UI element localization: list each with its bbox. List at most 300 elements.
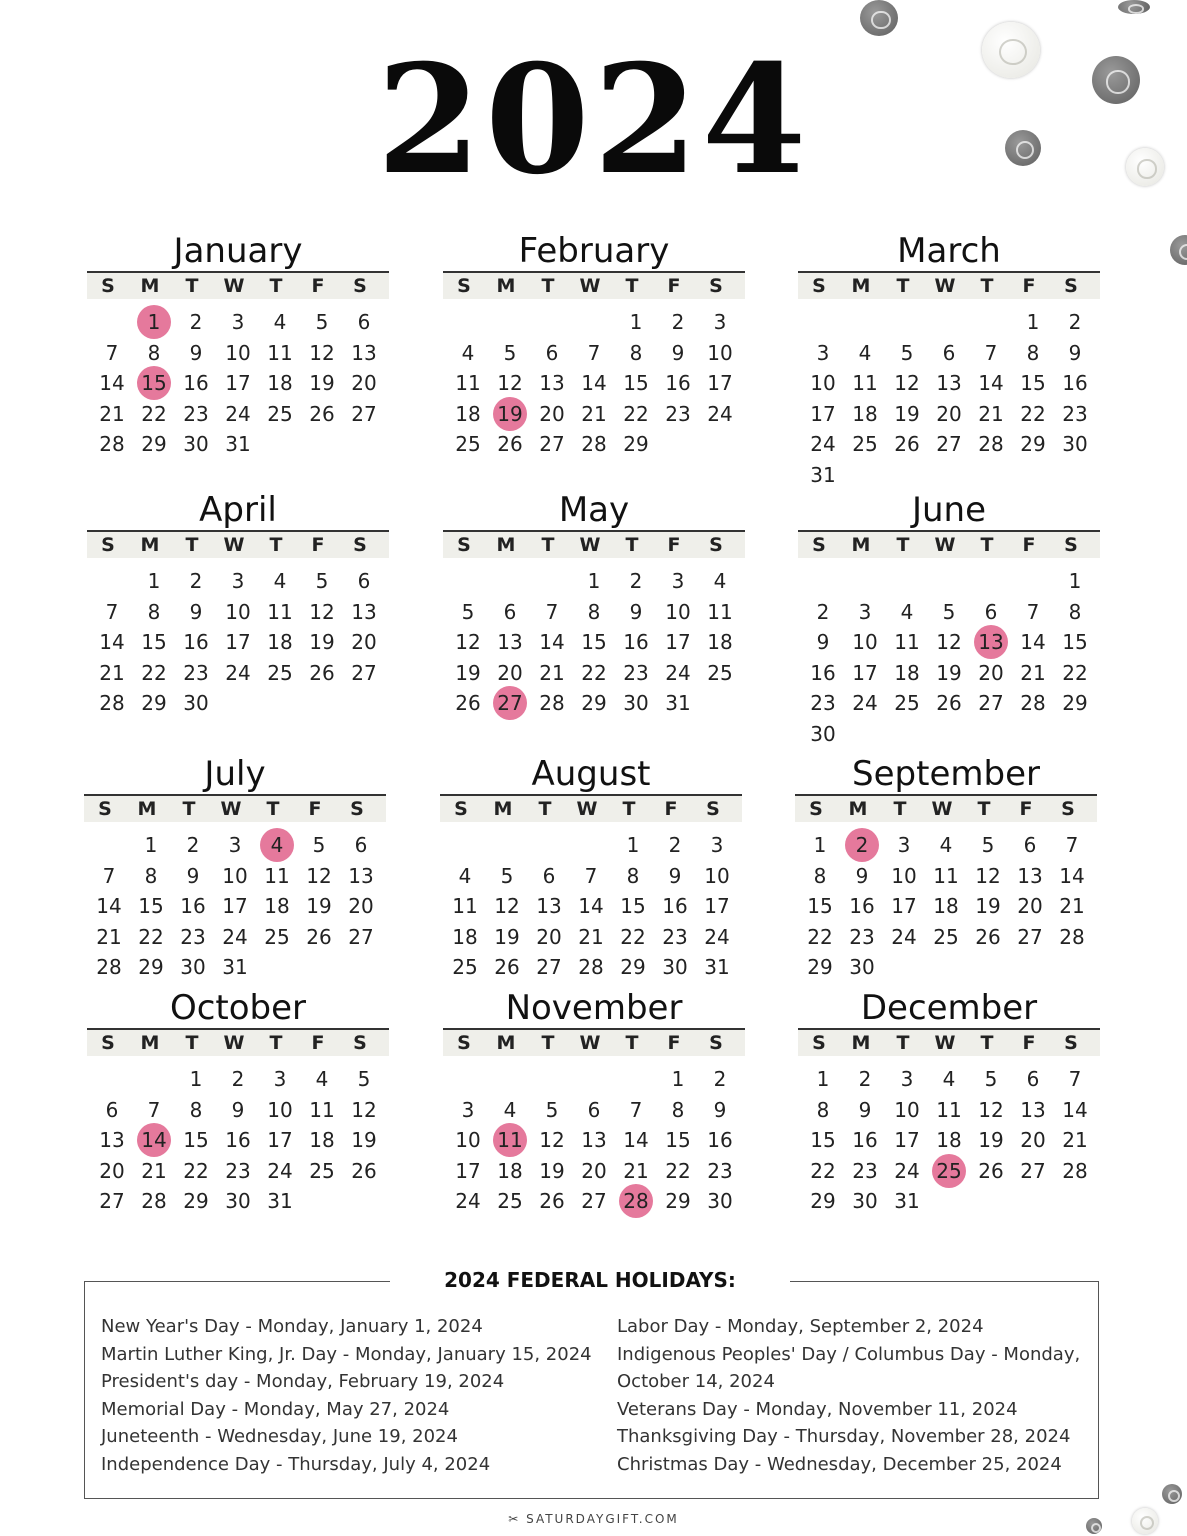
weekday-label: S: [101, 1032, 115, 1054]
day-grid: [447, 307, 745, 460]
calendar-day: 10: [891, 863, 917, 888]
calendar-day: 16: [849, 894, 875, 918]
calendar-day: 30: [225, 1189, 251, 1213]
calendar-day: 20: [497, 660, 523, 685]
weekday-label: S: [1064, 275, 1078, 297]
calendar-day: 7: [984, 340, 998, 365]
calendar-day: 22: [1062, 660, 1088, 685]
calendar-day: 15: [807, 894, 833, 918]
month-september: [795, 755, 1097, 983]
calendar-day: 13: [539, 371, 565, 395]
month-name: September: [852, 754, 1040, 794]
weekday-label: F: [1022, 1032, 1036, 1054]
calendar-day: 8: [626, 863, 640, 888]
weekday-label: T: [541, 534, 555, 556]
calendar-day: 5: [312, 833, 326, 857]
calendar-day: 3: [900, 1067, 914, 1091]
calendar-day: 17: [665, 630, 691, 654]
holiday-day: 15: [133, 368, 175, 399]
calendar-day: 16: [810, 660, 836, 685]
calendar-day: 3: [461, 1097, 475, 1122]
weekday-label: T: [182, 798, 196, 820]
calendar-day: 23: [849, 924, 875, 949]
weekday-header: [440, 794, 742, 822]
calendar-day: 1: [1068, 569, 1082, 593]
calendar-day: 16: [662, 894, 688, 918]
calendar-day: 10: [455, 1128, 481, 1152]
month-name: August: [531, 754, 651, 794]
calendar-day: 2: [189, 569, 203, 593]
calendar-day: 24: [704, 924, 730, 949]
calendar-day: 8: [147, 340, 161, 365]
calendar-day: 2: [713, 1067, 727, 1091]
weekday-label: S: [353, 534, 367, 556]
calendar-day: 22: [665, 1158, 691, 1183]
calendar-day: 18: [452, 924, 478, 949]
calendar-day: 28: [141, 1189, 167, 1213]
calendar-day: 25: [267, 401, 293, 426]
calendar-day: 14: [581, 371, 607, 395]
weekday-label: S: [454, 798, 468, 820]
weekday-header: [87, 271, 389, 299]
calendar-day: 9: [186, 863, 200, 888]
calendar-day: 13: [351, 599, 377, 624]
calendar-day: 11: [267, 599, 293, 624]
calendar-day: 26: [894, 432, 920, 456]
weekday-header: [798, 271, 1100, 299]
month-name: July: [204, 754, 266, 794]
calendar-day: 5: [984, 1067, 998, 1091]
calendar-day: 7: [629, 1097, 643, 1122]
weekday-label: T: [185, 1032, 199, 1054]
calendar-day: 22: [141, 660, 167, 685]
calendar-day: 19: [975, 894, 1001, 918]
month-february: [443, 232, 745, 460]
calendar-day: 28: [578, 955, 604, 979]
calendar-day: 24: [707, 401, 733, 426]
calendar-day: 6: [587, 1097, 601, 1122]
weekday-label: S: [709, 1032, 723, 1054]
calendar-day: 9: [855, 863, 869, 888]
calendar-day: 6: [357, 569, 371, 593]
calendar-day: 6: [354, 833, 368, 857]
calendar-day: 4: [858, 340, 872, 365]
calendar-day: 1: [626, 833, 640, 857]
calendar-day: 18: [936, 1128, 962, 1152]
weekday-label: F: [667, 1032, 681, 1054]
weekday-label: W: [934, 275, 956, 297]
calendar-day: 22: [581, 660, 607, 685]
calendar-day: 11: [455, 371, 481, 395]
holidays-left-column: [101, 1313, 592, 1478]
calendar-day: 3: [228, 833, 242, 857]
calendar-day: 11: [452, 894, 478, 918]
calendar-day: 29: [1062, 691, 1088, 715]
calendar-day: 10: [225, 340, 251, 365]
calendar-day: 2: [671, 310, 685, 334]
calendar-day: 3: [710, 833, 724, 857]
calendar-day: 17: [225, 371, 251, 395]
weekday-header: [443, 271, 745, 299]
calendar-day: 25: [455, 432, 481, 456]
weekday-label: S: [353, 275, 367, 297]
weekday-label: T: [896, 534, 910, 556]
month-october: [87, 989, 389, 1217]
day-grid: [88, 830, 386, 983]
weekday-label: W: [223, 1032, 245, 1054]
calendar-day: 25: [852, 432, 878, 456]
calendar-day: 4: [942, 1067, 956, 1091]
calendar-day: 28: [978, 432, 1004, 456]
calendar-day: 7: [105, 599, 119, 624]
calendar-day: 10: [894, 1097, 920, 1122]
calendar-day: 12: [309, 599, 335, 624]
holiday-entry: Veterans Day - Monday, November 11, 2024: [617, 1398, 1018, 1420]
weekday-label: S: [353, 1032, 367, 1054]
calendar-day: 4: [315, 1067, 329, 1091]
weekday-label: W: [579, 275, 601, 297]
calendar-day: 7: [102, 863, 116, 888]
weekday-label: M: [496, 275, 516, 297]
calendar-day: 23: [707, 1158, 733, 1183]
calendar-day: 23: [852, 1158, 878, 1183]
calendar-day: 21: [1059, 894, 1085, 918]
calendar-day: 12: [306, 863, 332, 888]
weekday-label: S: [709, 534, 723, 556]
day-grid: [802, 307, 1100, 490]
calendar-day: 2: [231, 1067, 245, 1091]
calendar-day: 1: [813, 833, 827, 857]
weekday-label: F: [1022, 534, 1036, 556]
calendar-day: 17: [810, 401, 836, 426]
calendar-day: 31: [704, 955, 730, 979]
calendar-day: 3: [816, 340, 830, 365]
calendar-day: 28: [96, 955, 122, 979]
calendar-day: 17: [707, 371, 733, 395]
calendar-day: 26: [539, 1189, 565, 1213]
calendar-day: 31: [267, 1189, 293, 1213]
weekday-label: W: [223, 275, 245, 297]
weekday-label: T: [269, 534, 283, 556]
calendar-day: 31: [222, 955, 248, 979]
calendar-day: 3: [231, 569, 245, 593]
calendar-day: 22: [620, 924, 646, 949]
calendar-day: 17: [891, 894, 917, 918]
calendar-day: 24: [455, 1189, 481, 1213]
calendar-day: 19: [894, 401, 920, 426]
calendar-day: 20: [1017, 894, 1043, 918]
calendar-day: 30: [849, 955, 875, 979]
calendar-day: 14: [1062, 1097, 1088, 1122]
calendar-day: 29: [620, 955, 646, 979]
calendar-day: 19: [309, 371, 335, 395]
calendar-day: 8: [189, 1097, 203, 1122]
holiday-day: 13: [970, 627, 1012, 658]
calendar-day: 14: [578, 894, 604, 918]
calendar-day: 15: [1062, 630, 1088, 654]
calendar-day: 25: [264, 924, 290, 949]
weekday-label: T: [541, 1032, 555, 1054]
year-title: 2024: [376, 32, 811, 208]
calendar-day: 11: [264, 863, 290, 888]
holiday-day: 25: [928, 1156, 970, 1187]
confetti-decoration: [1092, 56, 1140, 104]
calendar-day: 31: [894, 1189, 920, 1213]
calendar-day: 24: [810, 432, 836, 456]
calendar-day: 17: [455, 1158, 481, 1183]
month-name: February: [518, 231, 670, 271]
calendar-day: 10: [222, 863, 248, 888]
calendar-day: 18: [933, 894, 959, 918]
calendar-day: 25: [452, 955, 478, 979]
calendar-day: 13: [581, 1128, 607, 1152]
calendar-day: 20: [348, 894, 374, 918]
calendar-day: 19: [351, 1128, 377, 1152]
calendar-day: 27: [351, 401, 377, 426]
calendar-day: 30: [810, 721, 836, 746]
calendar-day: 21: [578, 924, 604, 949]
holiday-day: 27: [489, 688, 531, 719]
confetti-decoration: [860, 0, 898, 36]
calendar-day: 17: [704, 894, 730, 918]
calendar-day: 15: [620, 894, 646, 918]
weekday-label: S: [101, 534, 115, 556]
calendar-day: 7: [105, 340, 119, 365]
calendar-day: 16: [183, 371, 209, 395]
calendar-day: 22: [807, 924, 833, 949]
calendar-day: 3: [231, 310, 245, 334]
calendar-day: 31: [665, 691, 691, 715]
calendar-day: 7: [1026, 599, 1040, 624]
calendar-day: 19: [494, 924, 520, 949]
weekday-label: T: [625, 1032, 639, 1054]
calendar-day: 18: [894, 660, 920, 685]
calendar-day: 4: [461, 340, 475, 365]
calendar-day: 29: [665, 1189, 691, 1213]
holiday-day: 11: [489, 1125, 531, 1156]
calendar-day: 27: [348, 924, 374, 949]
month-name: June: [911, 490, 987, 530]
calendar-day: 21: [141, 1158, 167, 1183]
calendar-day: 13: [351, 340, 377, 365]
day-grid: [91, 566, 389, 719]
weekday-label: M: [137, 798, 157, 820]
calendar-day: 13: [1020, 1097, 1046, 1122]
calendar-day: 13: [99, 1128, 125, 1152]
calendar-day: 20: [1020, 1128, 1046, 1152]
calendar-day: 27: [1020, 1158, 1046, 1183]
calendar-day: 15: [141, 630, 167, 654]
calendar-day: 21: [539, 660, 565, 685]
calendar-day: 29: [183, 1189, 209, 1213]
calendar-day: 26: [351, 1158, 377, 1183]
calendar-day: 9: [858, 1097, 872, 1122]
calendar-day: 22: [810, 1158, 836, 1183]
calendar-day: 29: [581, 691, 607, 715]
weekday-label: T: [538, 798, 552, 820]
calendar-day: 2: [629, 569, 643, 593]
calendar-day: 29: [138, 955, 164, 979]
calendar-day: 16: [183, 630, 209, 654]
calendar-day: 30: [180, 955, 206, 979]
calendar-day: 11: [933, 863, 959, 888]
calendar-day: 5: [545, 1097, 559, 1122]
weekday-label: W: [579, 534, 601, 556]
calendar-day: 21: [1062, 1128, 1088, 1152]
weekday-label: S: [809, 798, 823, 820]
calendar-day: 5: [357, 1067, 371, 1091]
calendar-day: 12: [539, 1128, 565, 1152]
calendar-day: 2: [1068, 310, 1082, 334]
calendar-day: 25: [267, 660, 293, 685]
weekday-header: [795, 794, 1097, 822]
calendar-day: 7: [1065, 833, 1079, 857]
calendar-day: 14: [99, 371, 125, 395]
calendar-day: 26: [936, 691, 962, 715]
calendar-day: 2: [186, 833, 200, 857]
calendar-day: 18: [497, 1158, 523, 1183]
holiday-entry: Thanksgiving Day - Thursday, November 28, 2024: [617, 1426, 1071, 1447]
weekday-label: M: [496, 534, 516, 556]
calendar-day: 19: [936, 660, 962, 685]
weekday-label: T: [185, 534, 199, 556]
weekday-label: T: [625, 275, 639, 297]
calendar-day: 4: [713, 569, 727, 593]
calendar-day: 26: [309, 401, 335, 426]
holiday-entry: Independence Day - Thursday, July 4, 2024: [101, 1453, 491, 1475]
calendar-day: 20: [539, 401, 565, 426]
calendar-day: 24: [222, 924, 248, 949]
confetti-decoration: [1162, 1484, 1182, 1504]
calendar-day: 13: [497, 630, 523, 654]
calendar-day: 29: [141, 691, 167, 715]
calendar-day: 19: [306, 894, 332, 918]
calendar-day: 17: [225, 630, 251, 654]
calendar-day: 16: [665, 371, 691, 395]
calendar-day: 10: [267, 1097, 293, 1122]
weekday-label: S: [101, 275, 115, 297]
month-name: December: [860, 988, 1038, 1028]
calendar-day: 15: [1020, 371, 1046, 395]
calendar-day: 13: [348, 863, 374, 888]
calendar-day: 6: [357, 310, 371, 334]
weekday-label: T: [980, 534, 994, 556]
day-grid: [447, 1064, 745, 1217]
calendar-day: 17: [222, 894, 248, 918]
weekday-label: F: [667, 275, 681, 297]
calendar-day: 9: [1068, 340, 1082, 365]
calendar-day: 8: [144, 863, 158, 888]
weekday-label: W: [223, 534, 245, 556]
calendar-day: 18: [264, 894, 290, 918]
calendar-day: 10: [852, 630, 878, 654]
weekday-label: M: [140, 1032, 160, 1054]
calendar-day: 25: [497, 1189, 523, 1213]
calendar-day: 3: [671, 569, 685, 593]
weekday-label: S: [812, 534, 826, 556]
calendar-day: 8: [1026, 340, 1040, 365]
calendar-day: 9: [189, 599, 203, 624]
calendar-day: 12: [497, 371, 523, 395]
calendar-day: 5: [500, 863, 514, 888]
calendar-day: 23: [1062, 401, 1088, 426]
holiday-entry: October 14, 2024: [617, 1371, 775, 1392]
calendar-day: 29: [1020, 432, 1046, 456]
holiday-entry: Indigenous Peoples' Day / Columbus Day - Monday,: [617, 1343, 1081, 1365]
holiday-day: 2: [841, 830, 883, 861]
calendar-day: 11: [309, 1097, 335, 1122]
calendar-day: 22: [1020, 401, 1046, 426]
weekday-label: F: [1019, 798, 1033, 820]
calendar-day: 1: [671, 1067, 685, 1091]
calendar-day: 10: [810, 371, 836, 395]
calendar-day: 15: [183, 1128, 209, 1152]
calendar-day: 21: [581, 401, 607, 426]
calendar-day: 13: [536, 894, 562, 918]
calendar-day: 3: [273, 1067, 287, 1091]
calendar-day: 8: [1068, 599, 1082, 624]
calendar-day: 1: [1026, 310, 1040, 334]
day-grid: [802, 1064, 1100, 1217]
calendar-day: 20: [536, 924, 562, 949]
month-name: May: [558, 490, 630, 530]
calendar-day: 5: [900, 340, 914, 365]
weekday-header: [87, 1028, 389, 1056]
calendar-day: 25: [894, 691, 920, 715]
calendar-day: 26: [975, 924, 1001, 949]
holiday-entry: Martin Luther King, Jr. Day - Monday, January 15, 2024: [101, 1343, 592, 1365]
calendar-day: 23: [183, 660, 209, 685]
month-may: [443, 491, 745, 719]
calendar-day: 9: [671, 340, 685, 365]
day-grid: [444, 830, 742, 983]
month-july: [84, 755, 386, 983]
calendar-day: 11: [852, 371, 878, 395]
calendar-day: 16: [623, 630, 649, 654]
calendar-day: 14: [1059, 863, 1085, 888]
month-december: [798, 989, 1100, 1217]
holiday-day: 4: [256, 830, 298, 861]
month-name: March: [897, 231, 1001, 271]
calendar-day: 19: [978, 1128, 1004, 1152]
calendar-day: 20: [978, 660, 1004, 685]
calendar-day: 12: [351, 1097, 377, 1122]
calendar-day: 20: [581, 1158, 607, 1183]
calendar-day: 10: [225, 599, 251, 624]
calendar-day: 18: [267, 371, 293, 395]
calendar-day: 16: [707, 1128, 733, 1152]
calendar-day: 14: [99, 630, 125, 654]
calendar-day: 12: [494, 894, 520, 918]
weekday-label: M: [851, 275, 871, 297]
calendar-day: 4: [273, 310, 287, 334]
calendar-day: 21: [1020, 660, 1046, 685]
weekday-label: M: [493, 798, 513, 820]
weekday-header: [798, 530, 1100, 558]
weekday-label: T: [622, 798, 636, 820]
calendar-day: 30: [852, 1189, 878, 1213]
weekday-label: S: [457, 534, 471, 556]
calendar-day: 22: [141, 401, 167, 426]
weekday-label: W: [934, 534, 956, 556]
calendar-day: 18: [707, 630, 733, 654]
day-grid: [91, 1064, 389, 1217]
weekday-label: S: [457, 275, 471, 297]
calendar-day: 23: [810, 691, 836, 715]
calendar-day: 27: [936, 432, 962, 456]
calendar-day: 1: [144, 833, 158, 857]
calendar-day: 28: [1059, 924, 1085, 949]
